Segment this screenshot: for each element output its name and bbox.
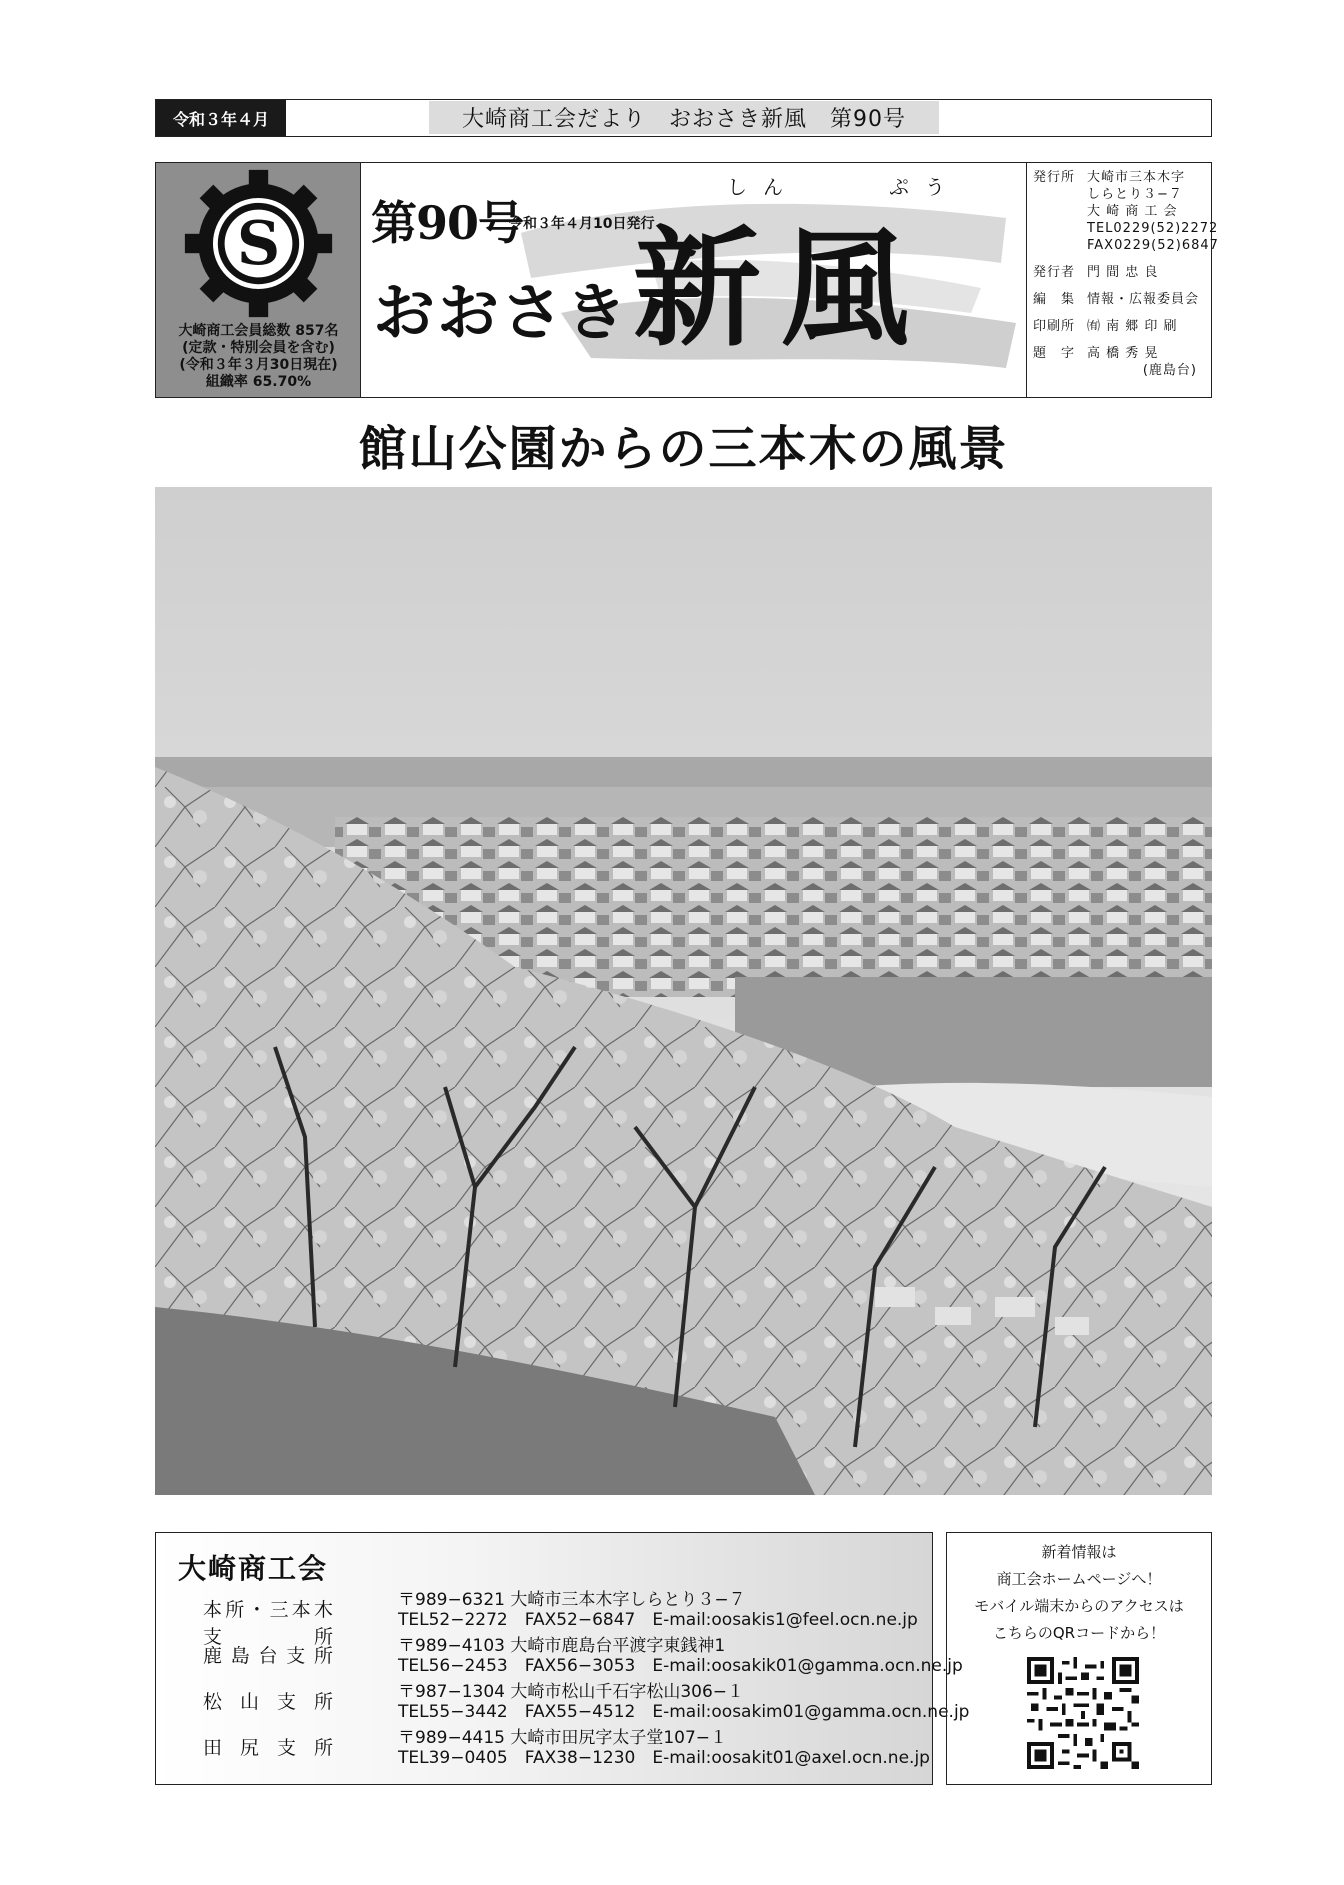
- issue-number: 第90号: [371, 196, 524, 250]
- newsletter-name-kanji: 新風: [633, 214, 930, 364]
- branch-name: 松山支所: [203, 1691, 333, 1713]
- qr-info-box: [946, 1532, 1212, 1785]
- editor-name: 情報・広報委員会: [1087, 292, 1200, 307]
- publisher-line-2: しらとり３−７: [1087, 187, 1183, 202]
- ruby-pu: ぷう: [889, 175, 961, 199]
- qr-text-line-1: 新着情報は: [1041, 1543, 1117, 1561]
- calligraphy-label: 題 字: [1033, 346, 1076, 361]
- logo-letter: S: [236, 208, 281, 279]
- newsletter-strip-title: 大崎商工会だより おおさき新風 第90号: [429, 101, 939, 134]
- publisher-line-3: 大 崎 商 工 会: [1087, 204, 1178, 219]
- calligraphy-name: 高 橋 秀 晃: [1087, 346, 1159, 361]
- members-total: 大崎商工会員総数 857名: [178, 323, 339, 339]
- branch-contact: TEL56−2453 FAX56−3053 E-mail:oosakik01@gamma.ocn.ne.jp: [398, 1656, 963, 1676]
- chamber-gear-logo-icon: [181, 166, 336, 321]
- membership-stats: [156, 323, 361, 391]
- page-headline: 館山公園からの三本木の風景: [358, 421, 1009, 477]
- branch-contact: TEL55−3442 FAX55−4512 E-mail:oosakim01@gamma.ocn.ne.jp: [398, 1702, 970, 1722]
- printer-label: 印刷所: [1033, 319, 1076, 334]
- issuer-name: 門 間 忠 良: [1087, 265, 1159, 280]
- town-view-image: [155, 487, 1212, 1495]
- printer-name: ㈲ 南 郷 印 刷: [1087, 319, 1178, 334]
- branch-contact: TEL39−0405 FAX38−1230 E-mail:oosakit01@axel.ocn.ne.jp: [398, 1748, 930, 1768]
- qr-text-line-4: こちらのQRコードから！: [992, 1624, 1166, 1642]
- publisher-label: 発行所: [1033, 170, 1076, 185]
- publisher-line-1: 大崎市三本木字: [1087, 170, 1186, 185]
- logo-panel: [156, 163, 361, 397]
- branch-address: 〒989−6321 大崎市三本木字しらとり３−７: [398, 1590, 746, 1610]
- branch-row: [178, 1677, 970, 1722]
- publication-info: [1026, 163, 1219, 397]
- branch-address: 〒989−4415 大崎市田尻字太子堂107−１: [398, 1728, 728, 1748]
- newsletter-name-kana: おおさき: [373, 276, 630, 349]
- members-asof: (令和３年３月30日現在): [179, 357, 338, 373]
- branch-address: 〒989−4103 大崎市鹿島台平渡字東銭神1: [398, 1636, 726, 1656]
- issuer-label: 発行者: [1033, 265, 1076, 280]
- issue-month-tag: 令和３年４月: [156, 100, 286, 136]
- qr-code-icon[interactable]: [1027, 1657, 1139, 1769]
- landscape-photo: [155, 487, 1212, 1495]
- issue-date: 令和３年４月10日発行: [509, 216, 655, 232]
- branch-name: 鹿島台支所: [203, 1645, 333, 1667]
- editor-label: 編 集: [1033, 292, 1076, 307]
- organization-name: 大崎商工会: [178, 1552, 329, 1585]
- publisher-fax: FAX0229(52)6847: [1087, 238, 1219, 253]
- masthead-title-area: [361, 163, 1026, 397]
- branch-contact: TEL52−2272 FAX52−6847 E-mail:oosakis1@feel.ocn.ne.jp: [398, 1610, 918, 1630]
- ruby-shin: しん: [727, 175, 799, 199]
- branch-row: [178, 1631, 963, 1676]
- header-strip: [155, 99, 1212, 137]
- branch-row: [178, 1723, 930, 1768]
- branch-address: 〒987−1304 大崎市松山千石字松山306−１: [398, 1682, 745, 1702]
- qr-text-line-3: モバイル端末からのアクセスは: [974, 1597, 1184, 1615]
- members-note: (定款・特別会員を含む): [182, 340, 335, 356]
- masthead: [155, 162, 1219, 398]
- branch-name: 田尻支所: [203, 1737, 333, 1759]
- publisher-tel: TEL0229(52)2272: [1087, 221, 1219, 236]
- qr-text-line-2: 商工会ホームページへ！: [996, 1570, 1162, 1588]
- members-rate: 組織率 65.70%: [205, 374, 312, 390]
- branch-name: 本所・三本木支所: [203, 1599, 333, 1648]
- contact-box: [155, 1532, 970, 1785]
- calligraphy-note: (鹿島台): [1142, 363, 1197, 378]
